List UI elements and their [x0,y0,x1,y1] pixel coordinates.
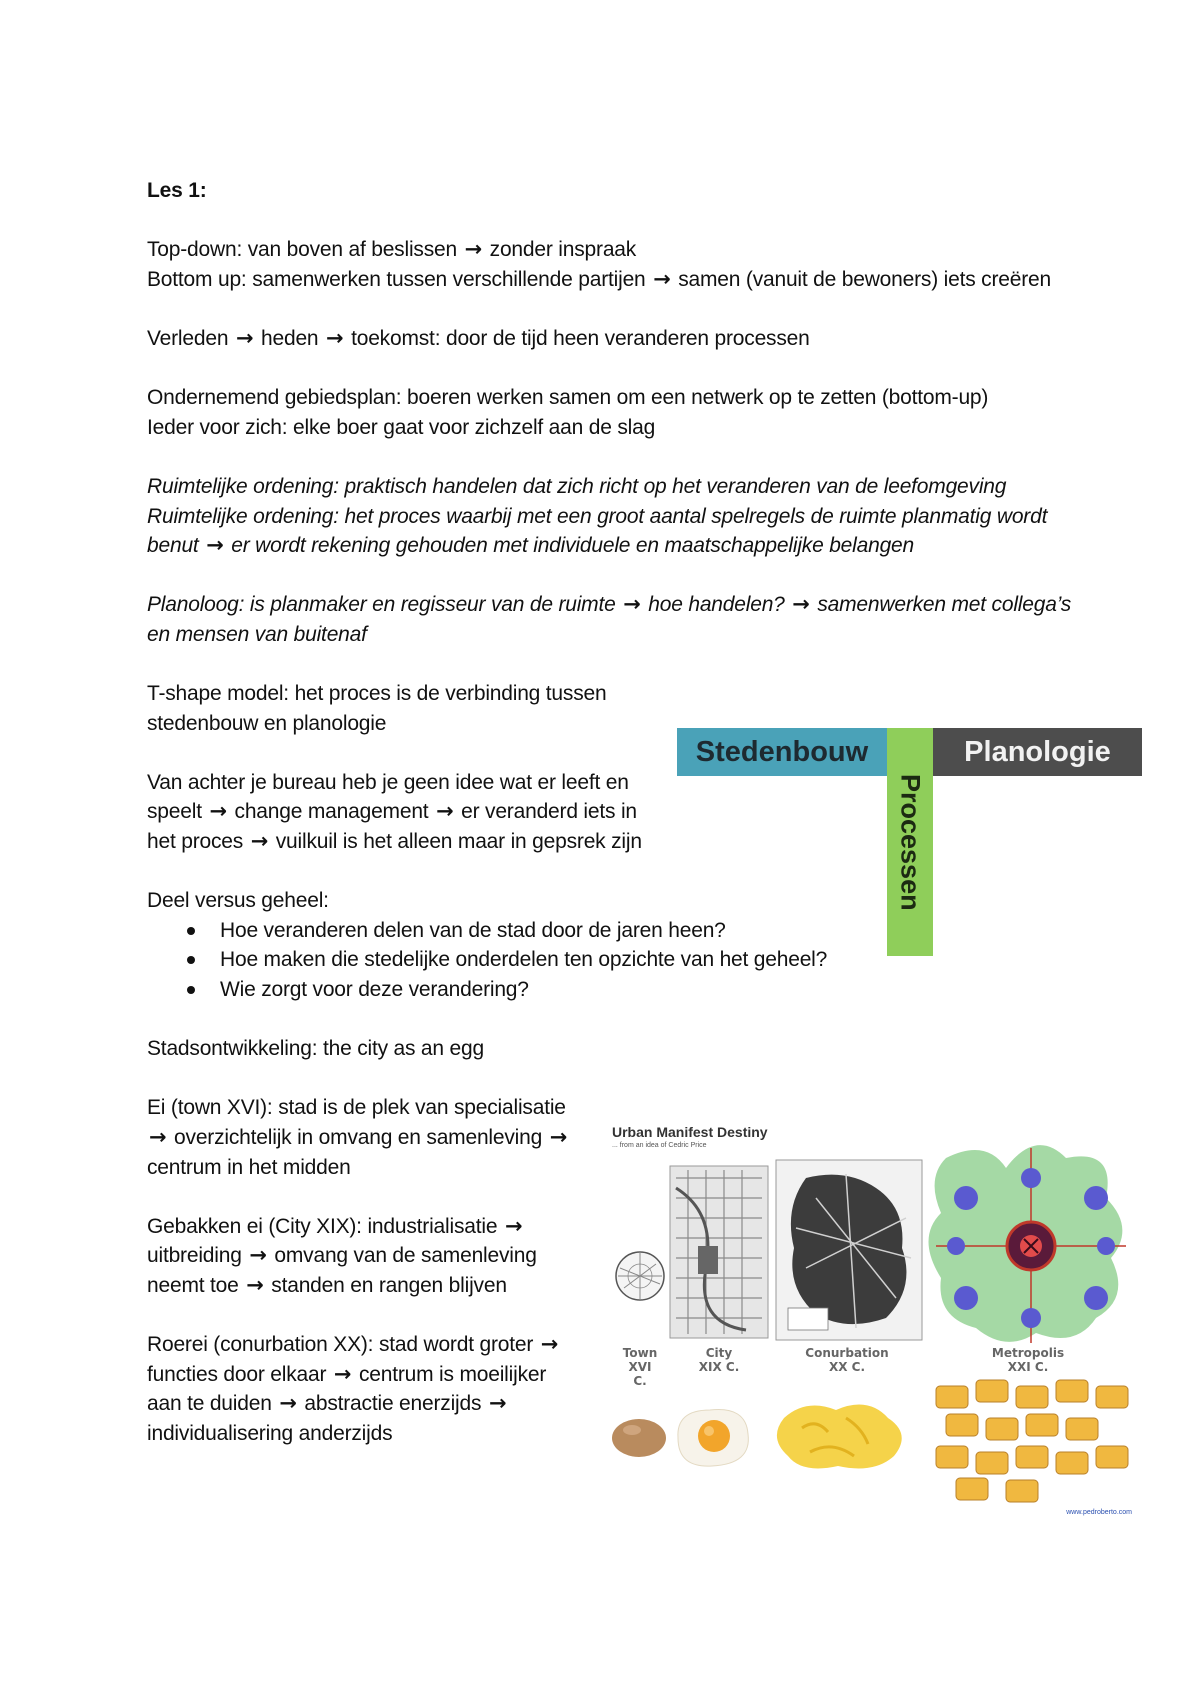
label-metropolis-name: Metropolis [991,1346,1065,1360]
text-planoloog-question: hoe handelen? [648,593,785,617]
egg-icon [612,1419,666,1457]
label-city [694,1346,744,1374]
figure-subtitle: ... from an idea of Cedric Price [612,1142,707,1149]
text-individualisering: individualisering anderzijds [147,1421,393,1445]
arrow-icon: → [149,1125,167,1149]
conurbation-map-icon [776,1160,922,1340]
arrow-icon: → [464,237,483,262]
tshape-processen [887,728,933,956]
label-city-century: XIX C. [698,1360,740,1374]
text-planoloog-answer: samenwerken met collega’s en mensen van buitenaf [147,593,1072,646]
text-change-management: change management [234,800,429,824]
line-ondernemend: Ondernemend gebiedsplan: boeren werken samen om een netwerk op te zetten (bottom-up) [147,386,989,410]
text-vuilkuil: vuilkuil is het alleen maar in gepsrek zijn [275,830,642,854]
line-gebakken [147,1212,577,1301]
metropolis-diagram-icon [929,1145,1127,1343]
arrow-icon: → [623,592,641,617]
text-bottom-up-result: samen (vanuit de bewoners) iets creëren [678,267,1051,291]
arrow-icon: → [246,1272,264,1297]
line-top-down [147,235,1087,265]
arrow-icon: → [333,1361,352,1386]
fried-egg-icon [678,1410,748,1467]
figure-credit: www.pedroberto.com [1066,1509,1132,1516]
line-tshape: T-shape model: het proces is de verbinding tussen stedenbouw en planologie [147,682,607,735]
tshape-processen-label: Processen [895,773,926,911]
tshape-planologie: Planologie [933,728,1142,776]
line-bureau [147,768,657,857]
text-bottom-up: Bottom up: samenwerken tussen verschillende partijen [147,267,646,291]
tshape-stedenbouw: Stedenbouw [677,728,887,776]
text-top-down-result: zonder inspraak [489,238,637,262]
figure-title: Urban Manifest Destiny [612,1124,768,1140]
text-ei-centrum: centrum in het midden [147,1155,351,1179]
line-deel: Deel versus geheel: [147,889,329,913]
scrambled-egg-icon [777,1405,902,1469]
text-ei: Ei (town XVI): stad is de plek van specialisatie [147,1096,566,1120]
line-ruimte-2 [147,502,1087,561]
tshape-figure [677,728,1142,956]
arrow-icon: → [250,829,269,854]
line-bottom-up [147,265,1087,295]
arrow-icon: → [235,325,254,350]
text-centrum: centrum is moeilijker aan te duiden [147,1362,547,1416]
line-stads: Stadsontwikkeling: the city as an egg [147,1037,484,1061]
line-ruimte-1: Ruimtelijke ordening: praktisch handelen dat zich richt op het veranderen van de leefomgeving [147,474,1007,498]
label-town [620,1346,660,1388]
text-ei-omvang: overzichtelijk in omvang en samenleving [174,1126,543,1149]
arrow-icon: → [209,799,227,824]
list-item: Wie zorgt voor deze verandering? [220,975,1087,1005]
arrow-icon: → [792,592,810,617]
arrow-icon: → [653,266,671,291]
label-city-name: City [705,1346,733,1360]
text-bureau: Van achter je bureau heb je geen idee wat er leeft en speelt [147,770,629,824]
text-planoloog: Planoloog: is planmaker en regisseur van de ruimte [147,593,616,617]
label-conurbation [792,1346,902,1374]
arrow-icon: → [326,325,344,350]
era-labels [606,1346,1136,1388]
text-ruimte-2-result: er wordt rekening gehouden met individuele en maatschappelijke belangen [231,534,915,558]
label-town-century: XVI C. [628,1360,652,1388]
arrow-icon: → [540,1332,559,1357]
text-ruimte-2: Ruimtelijke ordening: het proces waarbij met een groot aantal spelregels de ruimte planmatig wordt benut [147,504,1048,558]
arrow-icon: → [249,1243,267,1268]
text-functies: functies door elkaar [147,1362,327,1386]
arrow-icon: → [549,1125,568,1149]
text-omvang: omvang van de samenleving neemt toe [147,1244,537,1297]
text-proces: er veranderd iets in het proces [147,800,637,854]
label-metropolis-century: XXI C. [1007,1360,1049,1374]
text-abstractie: abstractie enerzijds [304,1392,482,1416]
line-roerei [147,1330,577,1448]
arrow-icon: → [279,1391,297,1416]
arrow-icon: → [436,799,454,824]
arrow-icon: → [206,533,224,558]
page-heading: Les 1: [147,179,207,202]
town-map-icon [616,1252,664,1300]
line-ei [147,1093,577,1182]
text-verleden: Verleden [147,326,229,350]
arrow-icon: → [504,1213,523,1238]
text-heden: heden [261,326,319,350]
text-gebakken: Gebakken ei (City XIX): industrialisatie [147,1214,498,1238]
text-toekomst: toekomst: door de tijd heen veranderen processen [351,326,810,350]
list-item: Hoe maken die stedelijke onderdelen ten opzichte van het geheel? [220,945,1087,975]
arrow-icon: → [488,1391,507,1416]
text-top-down: Top-down: van boven af beslissen [147,238,457,262]
label-town-name: Town [622,1346,658,1360]
city-map-icon [670,1166,768,1338]
label-metropolis [978,1346,1078,1374]
eggy-toast-grid-icon [936,1380,1128,1502]
label-conurbation-century: XX C. [828,1360,866,1374]
line-planoloog [147,590,1087,649]
label-conurbation-name: Conurbation [805,1346,889,1360]
text-standen: standen en rangen blijven [271,1273,507,1297]
line-verleden [147,324,1087,354]
line-ieder: Ieder voor zich: elke boer gaat voor zichzelf aan de slag [147,415,656,439]
list-item: Hoe veranderen delen van de stad door de jaren heen? [220,916,1087,946]
text-uitbreiding: uitbreiding [147,1244,242,1268]
urban-growth-illustration [606,1118,1136,1518]
urban-manifest-destiny-figure [606,1118,1136,1518]
text-roerei: Roerei (conurbation XX): stad wordt groter [147,1333,534,1357]
